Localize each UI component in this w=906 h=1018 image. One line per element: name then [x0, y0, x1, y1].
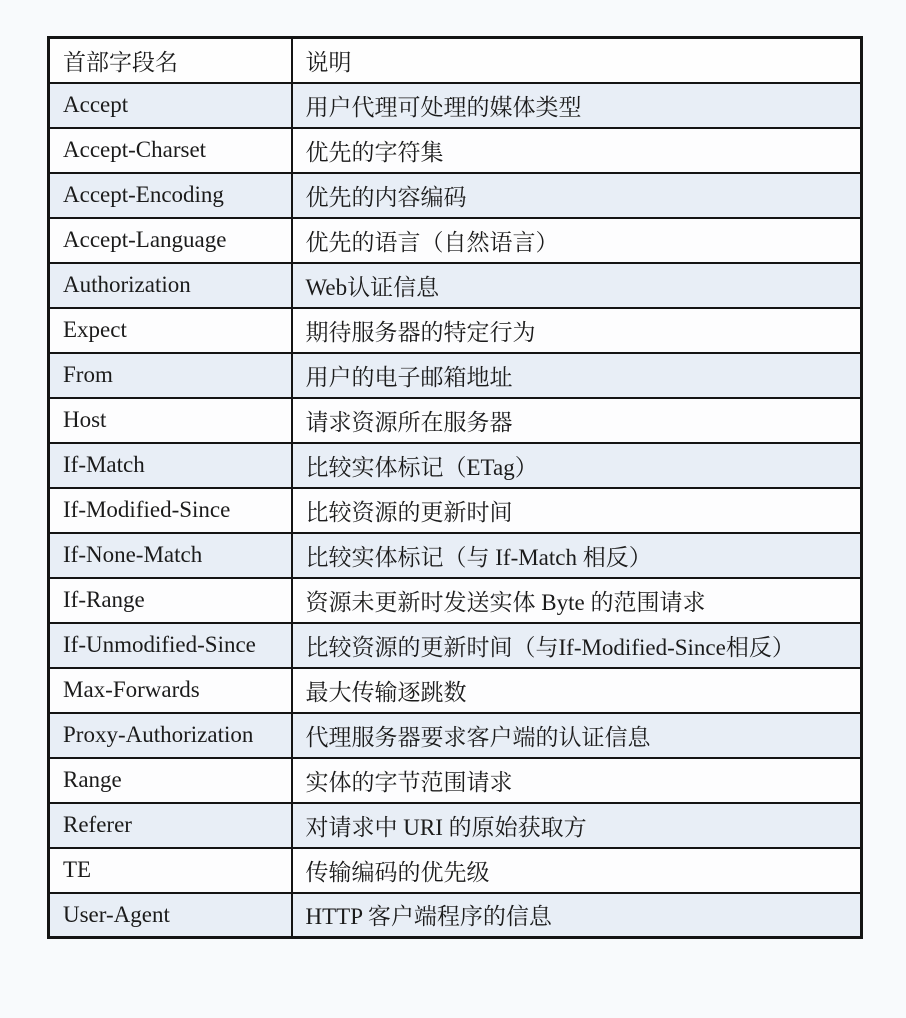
description-cell: 比较实体标记（与 If-Match 相反）: [292, 533, 862, 578]
field-name-cell: Referer: [49, 803, 292, 848]
field-name-cell: If-Match: [49, 443, 292, 488]
field-name-cell: Accept-Encoding: [49, 173, 292, 218]
field-name-cell: Expect: [49, 308, 292, 353]
table-row: [49, 308, 862, 353]
description-cell: 最大传输逐跳数: [292, 668, 862, 713]
table-row: [49, 578, 862, 623]
http-request-headers-table: [47, 36, 863, 939]
table-row: [49, 173, 862, 218]
field-name-cell: Accept-Language: [49, 218, 292, 263]
description-cell: 优先的语言（自然语言）: [292, 218, 862, 263]
field-name-cell: If-None-Match: [49, 533, 292, 578]
description-cell: 请求资源所在服务器: [292, 398, 862, 443]
table-row: [49, 623, 862, 668]
field-name-cell: Authorization: [49, 263, 292, 308]
table-row: [49, 353, 862, 398]
field-name-cell: If-Modified-Since: [49, 488, 292, 533]
table-row: [49, 893, 862, 938]
table-body: [49, 83, 862, 938]
field-name-cell: User-Agent: [49, 893, 292, 938]
field-name-cell: Range: [49, 758, 292, 803]
table-row: [49, 83, 862, 128]
description-cell: 期待服务器的特定行为: [292, 308, 862, 353]
table-row: [49, 218, 862, 263]
description-cell: 用户的电子邮箱地址: [292, 353, 862, 398]
description-cell: HTTP 客户端程序的信息: [292, 893, 862, 938]
table-header-row: [49, 38, 862, 83]
table-row: [49, 533, 862, 578]
table-row: [49, 128, 862, 173]
table-row: [49, 488, 862, 533]
table-row: [49, 848, 862, 893]
table-row: [49, 803, 862, 848]
description-cell: 资源未更新时发送实体 Byte 的范围请求: [292, 578, 862, 623]
description-cell: 对请求中 URI 的原始获取方: [292, 803, 862, 848]
description-cell: 用户代理可处理的媒体类型: [292, 83, 862, 128]
description-cell: 传输编码的优先级: [292, 848, 862, 893]
column-header-description: 说明: [292, 38, 862, 83]
table-row: [49, 263, 862, 308]
header-fields-table: [47, 36, 863, 939]
field-name-cell: Host: [49, 398, 292, 443]
description-cell: 代理服务器要求客户端的认证信息: [292, 713, 862, 758]
table-row: [49, 668, 862, 713]
description-cell: 比较资源的更新时间: [292, 488, 862, 533]
field-name-cell: If-Range: [49, 578, 292, 623]
description-cell: 比较实体标记（ETag）: [292, 443, 862, 488]
field-name-cell: Accept: [49, 83, 292, 128]
description-cell: 优先的字符集: [292, 128, 862, 173]
table-row: [49, 713, 862, 758]
table-row: [49, 758, 862, 803]
field-name-cell: Accept-Charset: [49, 128, 292, 173]
table-row: [49, 398, 862, 443]
field-name-cell: Max-Forwards: [49, 668, 292, 713]
description-cell: Web认证信息: [292, 263, 862, 308]
field-name-cell: From: [49, 353, 292, 398]
table-row: [49, 443, 862, 488]
field-name-cell: TE: [49, 848, 292, 893]
description-cell: 比较资源的更新时间（与If-Modified-Since相反）: [292, 623, 862, 668]
column-header-field: 首部字段名: [49, 38, 292, 83]
description-cell: 实体的字节范围请求: [292, 758, 862, 803]
field-name-cell: If-Unmodified-Since: [49, 623, 292, 668]
description-cell: 优先的内容编码: [292, 173, 862, 218]
field-name-cell: Proxy-Authorization: [49, 713, 292, 758]
